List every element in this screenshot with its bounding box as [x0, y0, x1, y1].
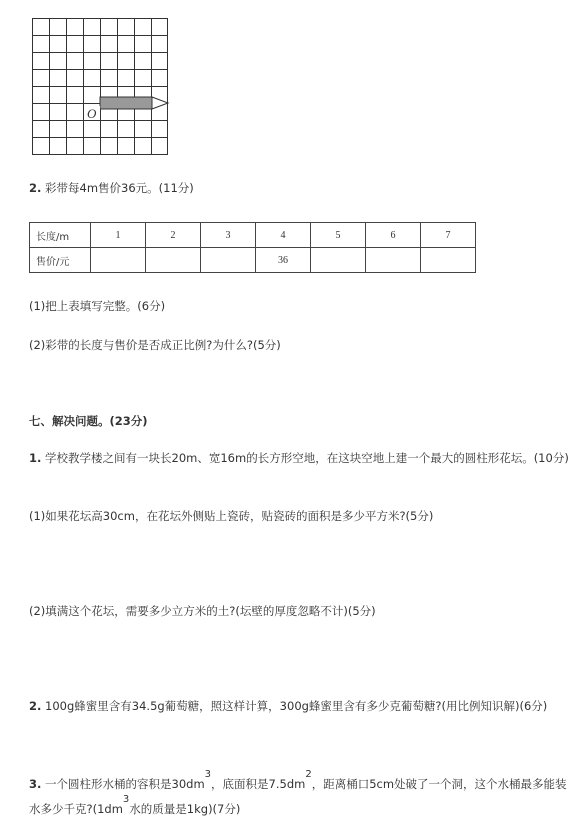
q2-number: 2.: [29, 181, 42, 195]
pencil-body: [100, 97, 152, 109]
p1-sub2: (2)填满这个花坛，需要多少立方米的土?(坛壁的厚度忽略不计)(5分): [29, 604, 376, 618]
grid-lines: [32, 18, 168, 155]
q2-line: [29, 180, 194, 196]
q2-sub1: (1)把上表填写完整。(6分): [29, 299, 166, 313]
pencil-tip: [152, 97, 168, 109]
price-table: [29, 222, 476, 273]
table-cell: [311, 248, 366, 273]
table-header-length: 长度/m: [30, 223, 91, 248]
table-cell: 5: [311, 223, 366, 248]
table-cell: 4: [256, 223, 311, 248]
p3-part2: ，底面积是7.5dm: [211, 776, 306, 791]
table-header-price: 售价/元: [30, 248, 91, 273]
p1-number: 1.: [29, 451, 42, 465]
table-cell: 3: [201, 223, 256, 248]
table-cell: 6: [366, 223, 421, 248]
p2-line: [29, 698, 547, 714]
p3-number: 3.: [29, 776, 42, 791]
p3-exp3: 3: [122, 793, 130, 805]
table-row-price: [30, 248, 476, 273]
table-row-length: [30, 223, 476, 248]
origin-label: O: [87, 106, 97, 121]
p2-body: 100g蜂蜜里含有34.5g葡萄糖，照这样计算，300g蜂蜜里含有多少克葡萄糖?(用比例知识解)(6分): [45, 699, 548, 713]
p2-number: 2.: [29, 699, 42, 713]
table-cell: 36: [256, 248, 311, 273]
p3-part1: 一个圆柱形水桶的容积是30dm: [45, 776, 205, 791]
p3-part3: ，距离桶口5cm处破了一个洞，这个水桶最多能装水多少千克?(1dm: [29, 776, 567, 816]
table-cell: 1: [91, 223, 146, 248]
table-cell: 7: [421, 223, 476, 248]
p3-text: [29, 770, 574, 820]
q2-sub2: (2)彩带的长度与售价是否成正比例?为什么?(5分): [29, 338, 281, 352]
p1-body: 学校教学楼之间有一块长20m、宽16m的长方形空地，在这块空地上建一个最大的圆柱形花坛。(10分): [45, 451, 569, 465]
grid-figure: [30, 18, 170, 156]
p1-sub1: (1)如果花坛高30cm，在花坛外侧贴上瓷砖，贴瓷砖的面积是多少平方米?(5分): [29, 509, 434, 523]
table-cell: 2: [146, 223, 201, 248]
p3-exp2: 2: [305, 769, 312, 780]
p3-exp1: 3: [204, 769, 212, 780]
table-cell: [146, 248, 201, 273]
table-cell: [421, 248, 476, 273]
p1-text: [29, 447, 574, 469]
q2-text: 彩带每4m售价36元。(11分): [45, 181, 194, 195]
table-cell: [201, 248, 256, 273]
table-cell: [91, 248, 146, 273]
p3-part4: 水的质量是1kg)(7分): [129, 801, 241, 816]
section-heading: 七、解决问题。(23分): [29, 414, 148, 428]
table-cell: [366, 248, 421, 273]
